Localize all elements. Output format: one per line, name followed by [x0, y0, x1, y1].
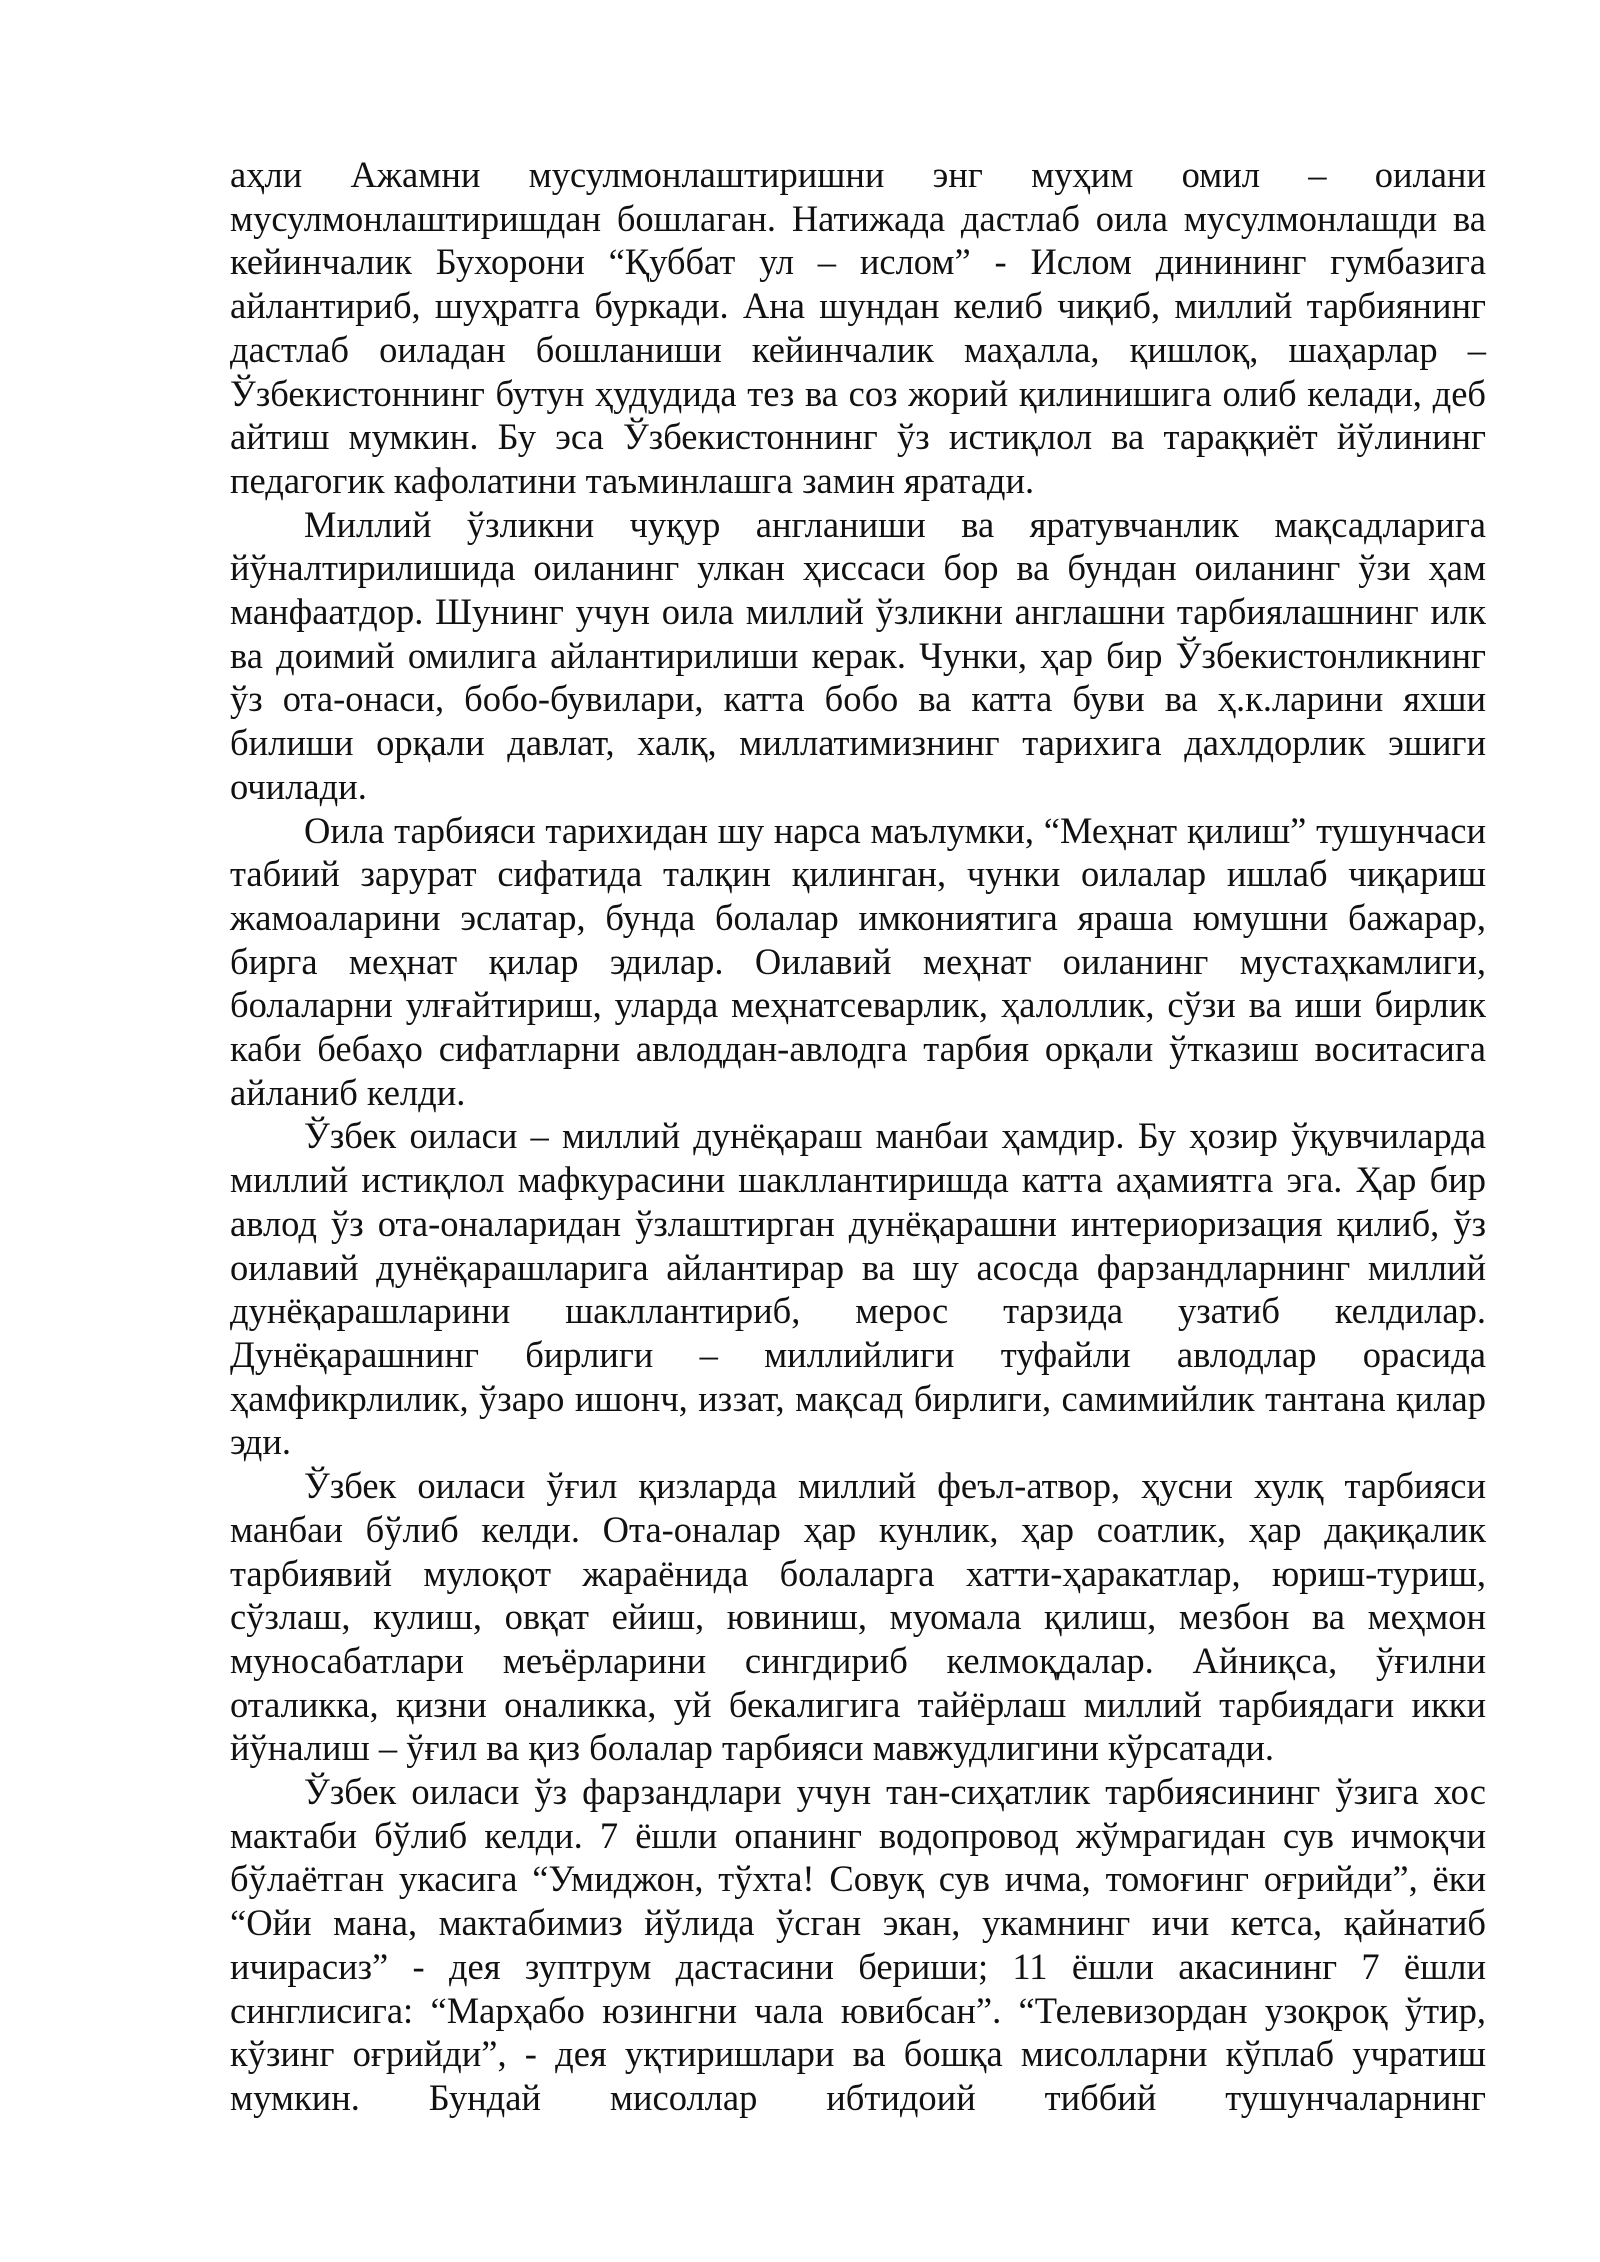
paragraph-3: Оила тарбияси тарихидан шу нарса маълумки, “Меҳнат қилиш” тушунчаси табиий зарурат сифатида талқин қилинган, чунки оилалар ишлаб чиқариш жамоаларини эслатар, бунда болалар имкониятига яраша юмушни бажарар, бирга меҳнат қилар эдилар. Оилавий меҳнат оиланинг мустаҳкамлиги, болаларни улғайтириш, уларда меҳнатсеварлик, ҳалоллик, сўзи ва иши бирлик каби бебаҳо сифатларни авлоддан-авлодга тарбия орқали ўтказиш воситасига айланиб келди.: [230, 809, 1486, 1113]
paragraph-2: Миллий ўзликни чуқур англаниши ва яратувчанлик мақсадларига йўналтирилишида оиланинг улкан ҳиссаси бор ва бундан оиланинг ўзи ҳам манфаатдор. Шунинг учун оила миллий ўзликни англашни тарбиялашнинг илк ва доимий омилига айлантирилиши керак. Чунки, ҳар бир Ўзбекистонликнинг ўз ота-онаси, бобо-бувилари, катта бобо ва катта буви ва ҳ.к.ларини яхши билиши орқали давлат, халқ, миллатимизнинг тарихига дахлдорлик эшиги очилади.: [230, 503, 1486, 807]
paragraph-6: Ўзбек оиласи ўз фарзандлари учун тан-сиҳатлик тарбиясининг ўзига хос мактаби бўлиб келди. 7 ёшли опанинг водопровод жўмрагидан сув ичмоқчи бўлаётган укасига “Умиджон, тўхта! Совуқ сув ичма, томоғинг оғрийди”, ёки “Ойи мана, мактабимиз йўлида ўсган экан, укамнинг ичи кетса, қайнатиб ичирасиз” - дея зуптрум дастасини бериши; 11 ёшли акасининг 7 ёшли синглисига: “Марҳабо юзингни чала ювибсан”. “Телевизордан узоқроқ ўтир, кўзинг оғрийди”, - дея уқтиришлари ва бошқа мисолларни кўплаб учратиш мумкин. Бундай мисоллар ибтидоий тиббий тушунчаларнинг: [230, 1771, 1486, 2118]
paragraph-5: Ўзбек оиласи ўғил қизларда миллий феъл-атвор, ҳусни хулқ тарбияси манбаи бўлиб келди. Ота-оналар ҳар кунлик, ҳар соатлик, ҳар дақиқалик тарбиявий мулоқот жараёнида болаларга хатти-ҳаракатлар, юриш-туриш, сўзлаш, кулиш, овқат ейиш, ювиниш, муомала қилиш, мезбон ва меҳмон муносабатлари меъёрларини сингдириб келмоқдалар. Айниқса, ўғилни оталикка, қизни оналикка, уй бекалигига тайёрлаш миллий тарбиядаги икки йўналиш – ўғил ва қиз болалар тарбияси мавжудлигини кўрсатади.: [230, 1465, 1486, 1769]
paragraph-1: аҳли Ажамни мусулмонлаштиришни энг муҳим омил – оилани мусулмонлаштиришдан бошлаган. Натижада дастлаб оила мусулмонлашди ва кейинчалик Бухорони “Қуббат ул – ислом” - Ислом динининг гумбазига айлантириб, шуҳратга буркади. Ана шундан келиб чиқиб, миллий тарбиянинг дастлаб оиладан бошланиши кейинчалик маҳалла, қишлоқ, шаҳарлар – Ўзбекистоннинг бутун ҳудудида тез ва соз жорий қилинишига олиб келади, деб айтиш мумкин. Бу эса Ўзбекистоннинг ўз истиқлол ва тараққиёт йўлининг педагогик кафолатини таъминлашга замин яратади.: [230, 154, 1486, 501]
document-body: [230, 153, 1486, 2120]
paragraph-4: Ўзбек оиласи – миллий дунёқараш манбаи ҳамдир. Бу ҳозир ўқувчиларда миллий истиқлол мафкурасини шакллантиришда катта аҳамиятга эга. Ҳар бир авлод ўз ота-оналаридан ўзлаштирган дунёқарашни интериоризация қилиб, ўз оилавий дунёқарашларига айлантирар ва шу асосда фарзандларнинг миллий дунёқарашларини шакллантириб, мерос тарзида узатиб келдилар. Дунёқарашнинг бирлиги – миллийлиги туфайли авлодлар орасида ҳамфикрлилик, ўзаро ишонч, иззат, мақсад бирлиги, самимийлик тантана қилар эди.: [230, 1115, 1486, 1463]
